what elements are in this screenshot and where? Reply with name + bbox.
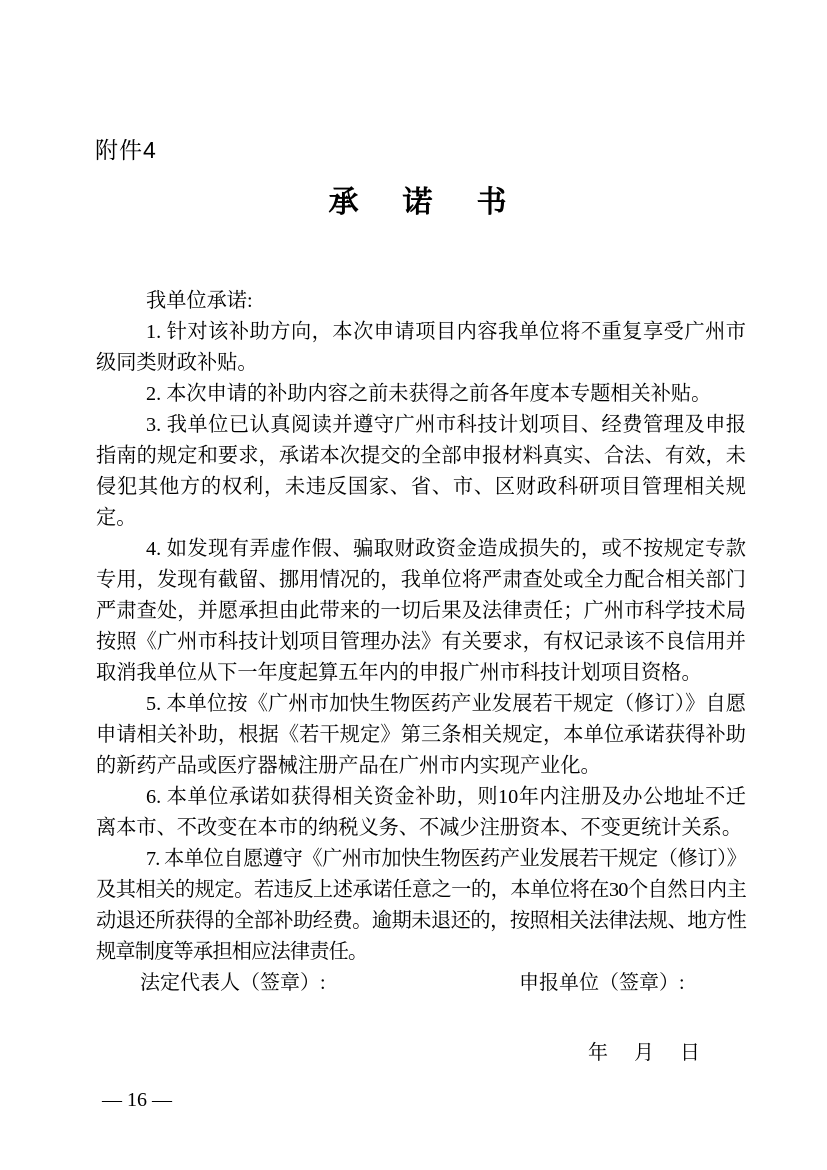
clause-3: 3. 我单位已认真阅读并遵守广州市科技计划项目、经费管理及申报指南的规定和要求，承诺本次提交的全部申报材料真实、合法、有效，未侵犯其他方的权利，未违反国家、省、市、区财政科研项目管理相关规定。 [96, 414, 746, 529]
clause-7: 7. 本单位自愿遵守《广州市加快生物医药产业发展若干规定（修订）》及其相关的规定。若违反上述承诺任意之一的，本单位将在30个自然日内主动退还所获得的全部补助经费。逾期未退还的，按照相关法律法规、地方性规章制度等承担相应法律责任。 [96, 848, 746, 963]
clause-1: 1. 针对该补助方向，本次申请项目内容我单位将不重复享受广州市级同类财政补贴。 [96, 321, 746, 374]
attachment-label: 附件4 [95, 137, 157, 163]
opening-line: 我单位承诺: [146, 290, 253, 312]
clause-5: 5. 本单位按《广州市加快生物医药产业发展若干规定（修订）》自愿申请相关补助，根据《若干规定》第三条相关规定，本单位承诺获得补助的新药产品或医疗器械注册产品在广州市内实现产业化。 [96, 693, 746, 777]
clause-2: 2. 本次申请的补助内容之前未获得之前各年度本专题相关补贴。 [146, 383, 712, 405]
clause-6: 6. 本单位承诺如获得相关资金补助，则10年内注册及办公地址不迁离本市、不改变在本市的纳税义务、不减少注册资本、不变更统计关系。 [96, 786, 746, 839]
date-line: 年 月 日 [588, 1042, 703, 1064]
clause-4: 4. 如发现有弄虚作假、骗取财政资金造成损失的，或不按规定专款专用，发现有截留、挪用情况的，我单位将严肃查处或全力配合相关部门严肃查处，并愿承担由此带来的一切后果及法律责任；广州市科学技术局按照《广州市科技计划项目管理办法》有关要求，有权记录该不良信用并取消我单位从下一年度起算五年内的申报广州市科技计划项目资格。 [96, 538, 746, 684]
document-body [96, 286, 746, 968]
applicant-unit-signature-label: 申报单位（签章）: [519, 972, 685, 994]
legal-representative-signature-label: 法定代表人（签章）: [140, 972, 326, 994]
document-title: 承 诺 书 [328, 186, 514, 219]
page-number: — 16 — [102, 1089, 172, 1111]
